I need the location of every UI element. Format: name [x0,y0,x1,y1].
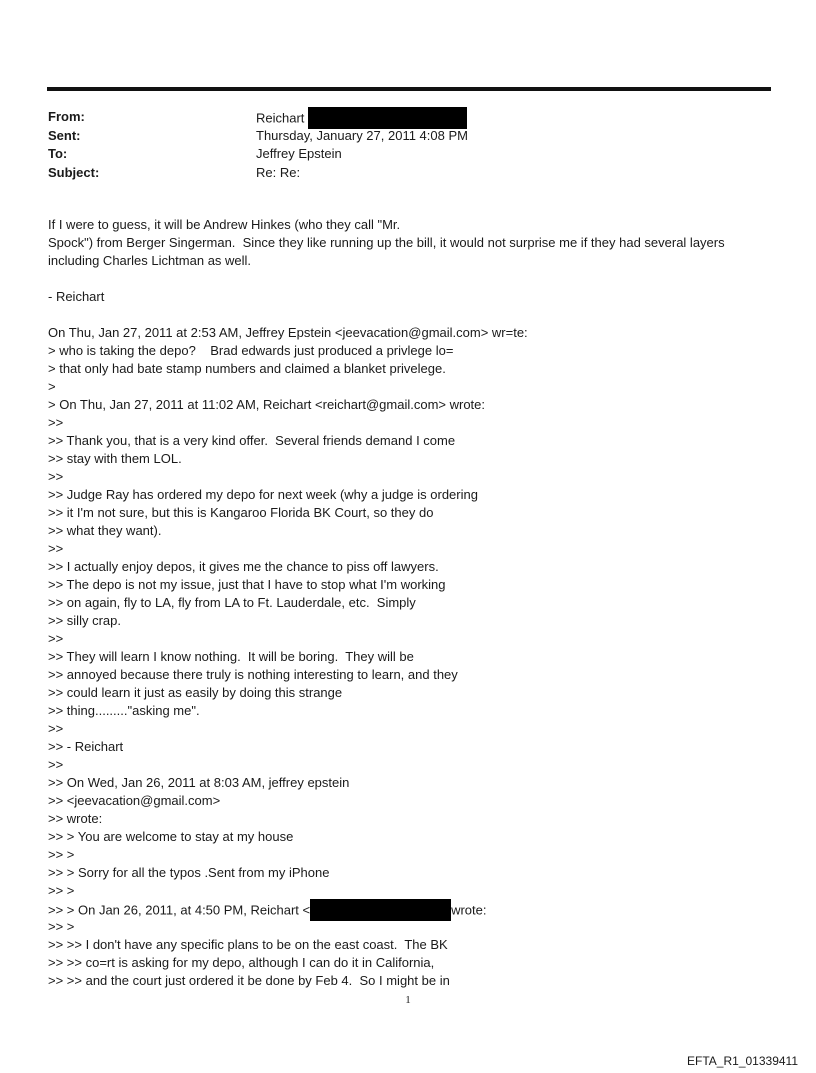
body-line: >> - Reichart [48,739,124,754]
body-line: > On Thu, Jan 27, 2011 at 11:02 AM, Reichart <reichart@gmail.com> wrote: [48,397,486,412]
sent-label: Sent: [48,127,81,143]
body-line-redacted [48,900,768,918]
email-body [48,216,768,990]
redacted-line-prefix: >> > On Jan 26, 2011, at 4:50 PM, Reichart < [48,902,311,918]
body-line [48,270,768,288]
body-line: >> They will learn I know nothing. It will be boring. They will be [48,649,414,664]
header-rule [47,87,771,91]
redacted-line-suffix: wrote: [451,902,487,918]
body-line: >> stay with them LOL. [48,451,182,466]
body-line: >> > [48,847,75,862]
body-line: >> annoyed because there truly is nothing interesting to learn, and they [48,667,458,682]
body-line: > [48,379,56,394]
page-number: 1 [405,994,411,1006]
body-line: >> Judge Ray has ordered my depo for next week (why a judge is ordering [48,487,478,502]
body-line: > that only had bate stamp numbers and claimed a blanket privelege. [48,361,446,376]
body-line: >> could learn it just as easily by doing this strange [48,685,343,700]
sent-row [48,127,748,146]
email-headers [48,108,748,182]
body-line: >> [48,631,64,646]
body-line: If I were to guess, it will be Andrew Hinkes (who they call "Mr. [48,217,401,232]
subject-label: Subject: [48,164,100,180]
from-name: Reichart [256,110,305,126]
redaction-box [310,899,451,921]
body-line: >> what they want). [48,523,162,538]
body-line: >> The depo is not my issue, just that I have to stop what I'm working [48,577,446,592]
from-row [48,108,748,127]
sent-value: Thursday, January 27, 2011 4:08 PM [256,127,468,143]
body-line: >> [48,757,64,772]
body-line: >> it I'm not sure, but this is Kangaroo Florida BK Court, so they do [48,505,434,520]
body-line: >> thing........."asking me". [48,703,200,718]
to-row [48,145,748,164]
body-line: > who is taking the depo? Brad edwards just produced a privlege lo= [48,343,454,358]
body-line: >> [48,541,64,556]
body-line: >> >> co=rt is asking for my depo, although I can do it in California, [48,955,435,970]
body-line: On Thu, Jan 27, 2011 at 2:53 AM, Jeffrey Epstein <jeevacation@gmail.com> wr=te: [48,325,528,340]
subject-row [48,164,748,183]
body-line: >> >> I don't have any specific plans to be on the east coast. The BK [48,937,448,952]
body-line: >> >> and the court just ordered it be done by Feb 4. So I might be in [48,973,450,988]
from-label: From: [48,109,85,124]
body-line: including Charles Lichtman as well. [48,253,252,268]
body-line: Spock") from Berger Singerman. Since they like running up the bill, it would not surprise me if they had several layers [48,235,725,250]
body-line: >> On Wed, Jan 26, 2011 at 8:03 AM, jeffrey epstein [48,775,350,790]
body-line: >> silly crap. [48,613,121,628]
body-line: >> > [48,883,75,898]
body-line: >> > You are welcome to stay at my house [48,829,294,844]
body-line: >> [48,469,64,484]
body-line: >> [48,415,64,430]
body-line: >> Thank you, that is a very kind offer. Several friends demand I come [48,433,456,448]
body-line [48,306,768,324]
body-line: >> wrote: [48,811,103,826]
subject-value: Re: Re: [256,164,301,180]
bates-number: EFTA_R1_01339411 [687,1054,798,1068]
body-line: >> on again, fly to LA, fly from LA to Ft. Lauderdale, etc. Simply [48,595,416,610]
body-line: >> <jeevacation@gmail.com> [48,793,221,808]
body-line: >> [48,721,64,736]
body-line: >> > [48,919,75,934]
to-value: Jeffrey Epstein [256,146,342,161]
body-line: >> I actually enjoy depos, it gives me the chance to piss off lawyers. [48,559,439,574]
body-line: - Reichart [48,289,105,304]
body-line: >> > Sorry for all the typos .Sent from my iPhone [48,865,330,880]
to-label: To: [48,146,68,161]
